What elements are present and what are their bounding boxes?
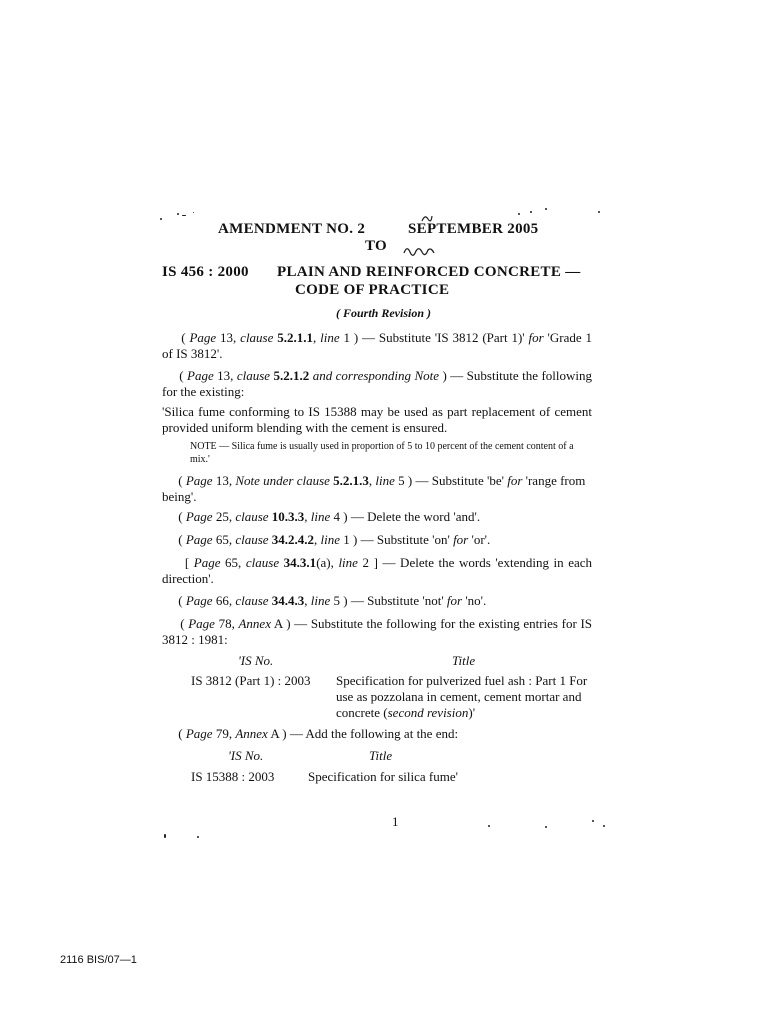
table2-header-title: Title: [369, 748, 393, 763]
scan-speck: [164, 834, 166, 838]
silica-fume-paragraph: 'Silica fume conforming to IS 15388 may be used as part replacement of cement provided uniform blending with the cement is ensured.: [162, 404, 592, 435]
standard-title-line1: PLAIN AND REINFORCED CONCRETE —: [277, 264, 581, 280]
table2-row-is-number: IS 15388 : 2003: [191, 769, 275, 784]
amendment-item-6: [ Page 65, clause 34.3.1(a), line 2 ] — Delete the words 'extending in each direction'.: [162, 555, 593, 586]
table1-header-is-no: 'IS No.: [238, 653, 274, 668]
scan-speck: [197, 836, 199, 838]
amendment-item-9: ( Page 79, Annex A ) — Add the following at the end:: [178, 726, 459, 741]
scan-speck: [603, 825, 605, 827]
page-number: 1: [392, 814, 399, 829]
scan-speck: [160, 218, 162, 220]
scan-speck: [193, 212, 194, 213]
table2-header-is-no: 'IS No.: [228, 748, 264, 763]
heading-to: TO: [365, 238, 388, 254]
amendment-item-5: ( Page 65, clause 34.2.4.2, line 1 ) — Substitute 'on' for 'or'.: [178, 532, 491, 547]
table2-row-title: Specification for silica fume': [308, 769, 458, 784]
table1-row-title: Specification for pulverized fuel ash : Part 1 For use as pozzolana in cement, cement mortar and concrete (second revision)': [336, 673, 588, 720]
table1-row-is-number: IS 3812 (Part 1) : 2003: [191, 673, 311, 688]
scan-speck: [545, 826, 547, 828]
amendment-item-1: ( Page 13, clause 5.2.1.1, line 1 ) — Substitute 'IS 3812 (Part 1)' for 'Grade 1 of IS 3812'.: [162, 330, 593, 361]
amendment-number: AMENDMENT NO. 2: [218, 221, 366, 237]
amendment-item-7: ( Page 66, clause 34.4.3, line 5 ) — Substitute 'not' for 'no'.: [178, 593, 487, 608]
scan-speck: [592, 820, 594, 822]
note-block: NOTE — Silica fume is usually used in proportion of 5 to 10 percent of the cement content of a mix.': [190, 441, 574, 465]
handwritten-scribble: [402, 243, 436, 257]
footer-print-code: 2116 BIS/07—1: [60, 954, 137, 966]
scan-speck: [545, 208, 547, 210]
amendment-item-2: ( Page 13, clause 5.2.1.2 and corresponding Note ) — Substitute the following for the existing:: [162, 368, 593, 399]
scan-speck: [177, 213, 179, 215]
scan-speck: [518, 213, 520, 215]
revision-label: ( Fourth Revision ): [336, 306, 432, 320]
scan-speck: [182, 215, 186, 216]
table1-header-title: Title: [452, 653, 476, 668]
amendment-item-4: ( Page 25, clause 10.3.3, line 4 ) — Delete the word 'and'.: [178, 509, 481, 524]
standard-number: IS 456 : 2000: [162, 264, 249, 280]
amendment-item-3: ( Page 13, Note under clause 5.2.1.3, line 5 ) — Substitute 'be' for 'range from being'.: [162, 473, 586, 504]
standard-title-line2: CODE OF PRACTICE: [295, 282, 450, 298]
scan-speck: [530, 211, 532, 213]
amendment-item-8: ( Page 78, Annex A ) — Substitute the following for the existing entries for IS 3812 : 1981:: [162, 616, 593, 647]
scan-speck: [598, 211, 600, 213]
amendment-date: SEPTEMBER 2005: [408, 221, 539, 237]
scan-speck: [488, 825, 490, 827]
